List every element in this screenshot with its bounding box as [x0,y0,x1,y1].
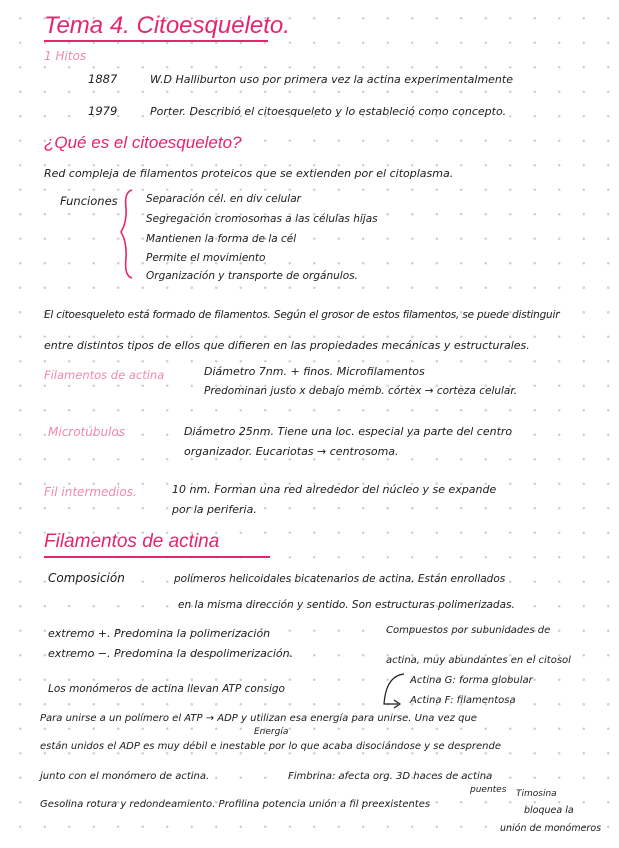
funcion-item: Mantienen la forma de la cél [146,233,297,245]
tipo-line: organizador. Eucariotas → centrosoma. [184,445,399,458]
actina-paragraph-line: junto con el monómero de actina. [40,771,210,782]
extremo-line: extremo −. Predomina la despolimerización. [48,647,294,660]
definition-text: Red compleja de filamentos proteicos que se extienden por el citoplasma. [44,167,454,180]
section-heading-actina: Filamentos de actina [44,531,220,552]
page-title: Tema 4. Citoesqueleto. [44,12,290,39]
intro-line: entre distintos tipos de ellos que difieren en las propiedades mecánicas y estructurales. [44,339,530,352]
funcion-item: Permite el movimiento [146,252,266,264]
tipo-label-intermedios: Fil intermedios. [44,485,137,499]
timosina-note: Timosina [516,789,557,799]
funcion-item: Organización y transporte de orgánulos. [146,270,358,282]
timosina-note: bloquea la [524,805,574,816]
composicion-label: Composición [48,571,125,585]
hito-year: 1979 [88,104,118,118]
funcion-item: Segregación cromosomas a las células hijas [146,213,378,225]
composicion-line: en la misma dirección y sentido. Son estructuras polimerizadas. [178,599,515,611]
tipo-line: Diámetro 7nm. + finos. Microfilamentos [204,365,425,378]
actina-paragraph-line: Para unirse a un polímero el ATP → ADP y utilizan esa energía para unirse. Una vez que [40,713,477,724]
hito-year: 1887 [88,72,118,86]
extremo-line: extremo +. Predomina la polimerización [48,627,271,640]
branch-arrows [378,670,414,710]
tipo-line: Diámetro 25nm. Tiene una loc. especial ya parte del centro [184,425,513,438]
tipo-line: por la periferia. [172,503,257,516]
hito-text: Porter. Describió el citoesqueleto y lo estableció como concepto. [150,105,507,118]
title-underline [44,40,268,42]
tipo-line: 10 nm. Forman una red alrededor del núcleo y se expande [172,483,497,496]
heading-underline [44,556,270,558]
tipo-line: Predominan justo x debajo memb. córtex → corteza celular. [204,385,518,397]
tipo-label-microtubulos: Microtúbulos [48,425,126,439]
puentes-note: puentes [470,785,507,795]
compuestos-line: actina, muy abundantes en el citosol [386,655,571,666]
actina-f-line: Actina F: filamentosa [410,695,516,706]
composicion-line: polímeros helicoidales bicatenarios de actina. Están enrollados [174,573,506,585]
funcion-item: Separación cél. en div celular [146,193,301,205]
pink-brace [118,188,138,280]
hitos-label: 1 Hitos [44,49,87,63]
energia-note: Energía [254,727,289,737]
intro-line: El citoesqueleto está formado de filamentos. Según el grosor de estos filamentos, se puede distinguir [44,309,560,321]
tipo-label-actina: Filamentos de actina [44,368,165,382]
fimbrina-line: Fimbrina: afecta org. 3D haces de actina [288,771,493,782]
section-heading-que-es: ¿Qué es el citoesqueleto? [44,133,242,152]
hito-text: W.D Halliburton uso por primera vez la actina experimentalmente [150,73,513,86]
funciones-label: Funciones [60,194,118,208]
actina-paragraph-line: Gesolina rotura y redondeamiento. Profilina potencia unión a fil preexistentes [40,799,431,810]
timosina-note: unión de monómeros [500,823,602,834]
compuestos-line: Compuestos por subunidades de [386,625,551,636]
actina-g-line: Actina G: forma globular [410,675,533,686]
monomeros-line: Los monómeros de actina llevan ATP consigo [48,683,285,695]
actina-paragraph-line: están unidos el ADP es muy débil e inestable por lo que acaba disociándose y se desprende [40,741,501,752]
